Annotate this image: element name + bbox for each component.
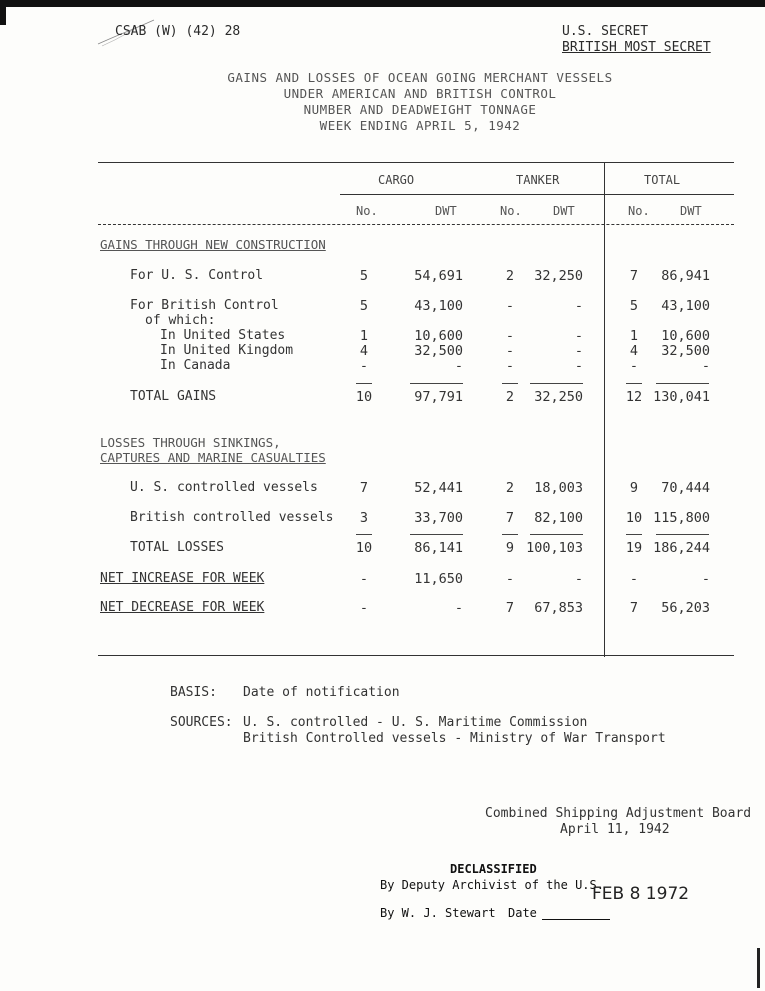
table-cell: - [574,358,583,374]
sum-rule [356,383,372,384]
row-label: In United States [160,328,286,343]
table-cell: 32,500 [414,343,463,359]
table-cell: 10,600 [661,328,710,344]
table-cell: 33,700 [414,510,463,526]
row-label: TOTAL GAINS [130,389,217,404]
table-cell: 7 [505,600,515,616]
table-cell: 5 [359,298,369,314]
declassified-title: DECLASSIFIED [450,862,537,876]
table-cell: 9 [505,540,515,556]
sources-label: SOURCES: [170,715,233,730]
table-cell: - [574,298,583,314]
title-line-3: NUMBER AND DEADWEIGHT TONNAGE [303,102,537,117]
table-cell: 7 [359,480,369,496]
table-cell: - [574,328,583,344]
table-cell: 12 [625,389,643,405]
scan-border-top [0,0,765,7]
basis-label: BASIS: [170,685,217,700]
declassified-stamp-date: FEB 8 1972 [592,884,690,904]
sum-rule [410,383,463,384]
title-line-1: GAINS AND LOSSES OF OCEAN GOING MERCHANT VESSELS [227,70,613,85]
declassified-by-line: By Deputy Archivist of the U.S. [380,878,604,892]
table-cell: - [359,358,369,374]
section-losses-line-2: CAPTURES AND MARINE CASUALTIES [100,450,326,465]
subheader-total-dwt: DWT [680,204,702,218]
row-label: British controlled vessels [130,510,334,525]
sources-line-1: U. S. controlled - U. S. Maritime Commission [243,715,588,730]
table-cell: 10 [355,540,373,556]
table-cell: 52,441 [414,480,463,496]
table-cell: 11,650 [414,571,463,587]
sum-rule [502,383,518,384]
declassified-date-label: Date [508,906,537,920]
table-cell: 7 [629,268,639,284]
table-cell: 7 [505,510,515,526]
table-cell: 18,003 [534,480,583,496]
table-cell: 3 [359,510,369,526]
table-cell: - [359,600,369,616]
table-cell: - [505,343,515,359]
title-line-4: WEEK ENDING APRIL 5, 1942 [319,118,521,133]
table-cell: 5 [359,268,369,284]
sum-rule [656,383,709,384]
subheader-tanker-no: No. [500,204,522,218]
title-line-2: UNDER AMERICAN AND BRITISH CONTROL [283,86,557,101]
table-cell: 19 [625,540,643,556]
sum-rule [410,534,463,535]
signature-date: April 11, 1942 [560,822,670,837]
date-blank-line [542,919,610,920]
table-cell: - [505,298,515,314]
table-cell: - [359,571,369,587]
table-cell: 32,500 [661,343,710,359]
sum-rule [626,534,642,535]
table-cell: 70,444 [661,480,710,496]
subheader-tanker-dwt: DWT [553,204,575,218]
subheader-cargo-dwt: DWT [435,204,457,218]
table-cell: 4 [359,343,369,359]
table-cell: 1 [359,328,369,344]
table-cell: - [629,571,639,587]
table-cell: 100,103 [526,540,583,556]
basis-text: Date of notification [243,685,400,700]
table-cell: 130,041 [653,389,710,405]
scan-border-left [0,7,6,25]
table-cell: 2 [505,480,515,496]
sources-line-2: British Controlled vessels - Ministry of War Transport [243,731,666,746]
table-cell: 10 [625,510,643,526]
table-cell: 7 [629,600,639,616]
table-cell: - [574,343,583,359]
table-cell: 9 [629,480,639,496]
table-cell: - [505,328,515,344]
sum-rule [356,534,372,535]
row-label: For U. S. Control [130,268,264,283]
row-label: For British Control [130,298,279,313]
table-cell: - [629,358,639,374]
table-cell: 43,100 [414,298,463,314]
subheader-cargo-no: No. [356,204,378,218]
table-cell: 67,853 [534,600,583,616]
signatory-board: Combined Shipping Adjustment Board [485,806,752,821]
table-cell: 10 [355,389,373,405]
subheader-total-no: No. [628,204,650,218]
table-cell: - [505,571,515,587]
sum-rule [502,534,518,535]
table-cell: 2 [505,389,515,405]
table-cell: 10,600 [414,328,463,344]
table-cell: 115,800 [653,510,710,526]
table-cell: 82,100 [534,510,583,526]
table-cell: 186,244 [653,540,710,556]
table-cell: - [574,571,583,587]
row-label: NET INCREASE FOR WEEK [100,571,265,586]
header-tanker: TANKER [516,173,560,187]
table-top-rule [98,162,734,163]
row-label: of which: [145,313,216,328]
group-header-rule [340,194,734,195]
table-cell: 4 [629,343,639,359]
table-cell: 56,203 [661,600,710,616]
table-cell: - [454,358,463,374]
total-column-divider [604,162,605,657]
sum-rule [530,383,583,384]
table-cell: 86,141 [414,540,463,556]
table-cell: 54,691 [414,268,463,284]
table-cell: 2 [505,268,515,284]
table-cell: 43,100 [661,298,710,314]
table-bottom-rule [98,655,734,656]
document-reference: CSAB (W) (42) 28 [115,24,241,39]
subheader-rule [98,224,734,225]
row-label: TOTAL LOSSES [130,540,224,555]
table-cell: 97,791 [414,389,463,405]
section-losses-line-1: LOSSES THROUGH SINKINGS, [100,435,281,450]
row-label: In United Kingdom [160,343,294,358]
table-cell: 86,941 [661,268,710,284]
table-cell: 32,250 [534,268,583,284]
header-cargo: CARGO [378,173,415,187]
row-label: NET DECREASE FOR WEEK [100,600,265,615]
sum-rule [530,534,583,535]
declassified-by-name: By W. J. Stewart [380,906,496,920]
sum-rule [656,534,709,535]
table-cell: - [701,571,710,587]
section-gains: GAINS THROUGH NEW CONSTRUCTION [100,237,326,252]
row-label: In Canada [160,358,231,373]
table-cell: 32,250 [534,389,583,405]
table-cell: 5 [629,298,639,314]
table-cell: - [505,358,515,374]
table-cell: 1 [629,328,639,344]
sum-rule [626,383,642,384]
classification-british: BRITISH MOST SECRET [562,40,711,55]
header-total: TOTAL [644,173,681,187]
table-cell: - [701,358,710,374]
classification-us: U.S. SECRET [562,24,649,39]
scan-border-right [757,948,760,988]
row-label: U. S. controlled vessels [130,480,318,495]
table-cell: - [454,600,463,616]
